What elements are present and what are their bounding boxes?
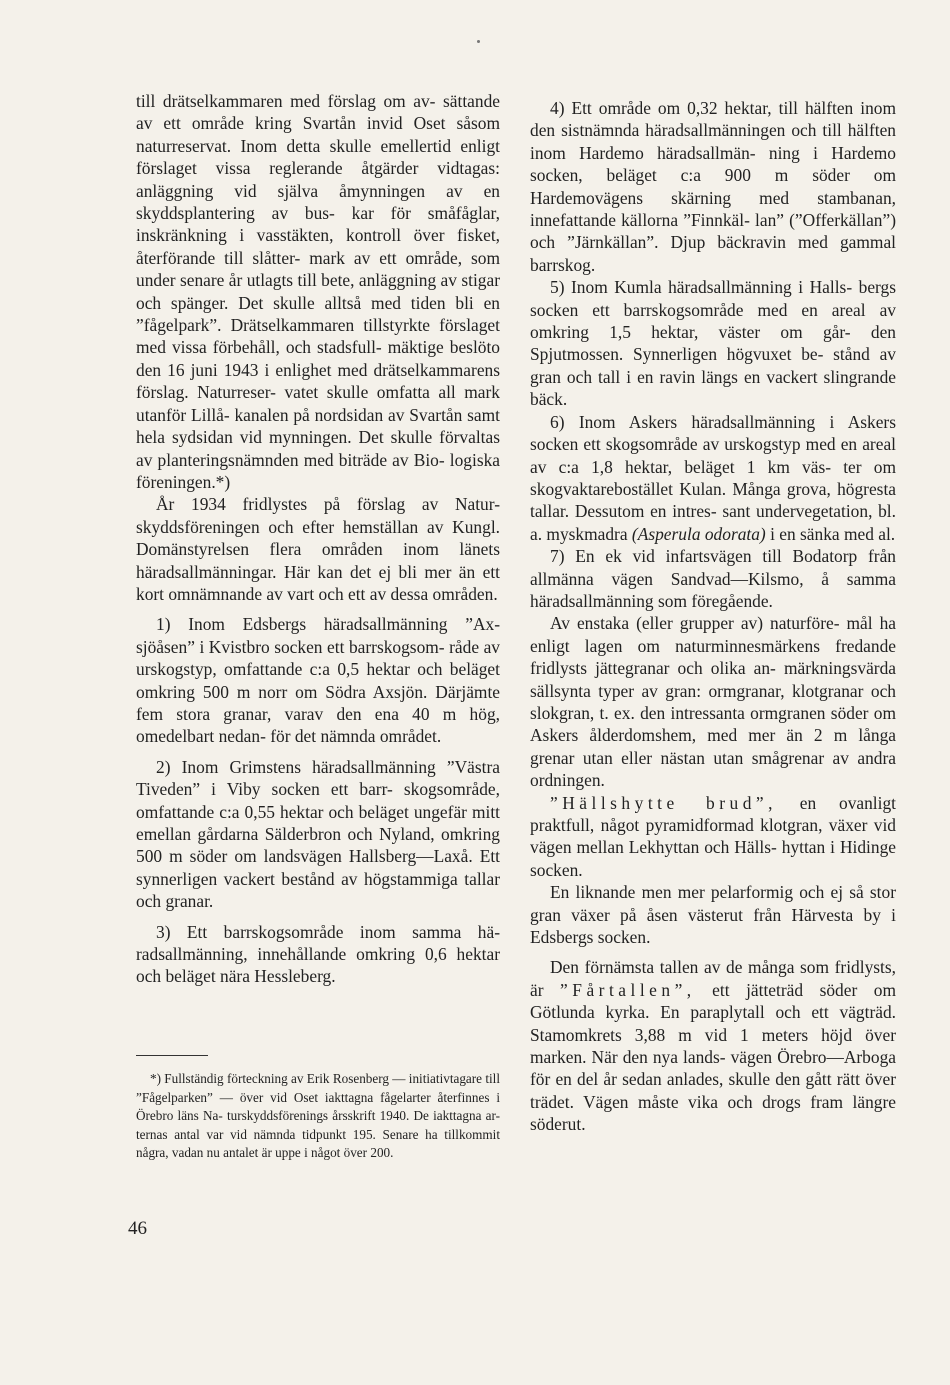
paragraph-item-7: 7) En ek vid infartsvägen till Bodatorp från allmänna vägen Sandvad—Kilsmo, å samma häradsallmänning som föregående. [530, 546, 896, 611]
paragraph-pelarformig-gran: En liknande men mer pelarformig och ej så stor gran växer på åsen västerut från Härvesta by i Edsbergs socken. [530, 882, 896, 948]
fartallen-intro: Den förnämsta tallen av de många som fridlysts, är [530, 957, 896, 1000]
fartallen-text: ett jätteträd söder om Götlunda kyrka. En paraplytall och ett vägträd. Stamomkrets 3,88 m vid 1 meters höjd över marken. När den nya lands- vägen Örebro—Arboga för en del år sedan anlades, skulle den gått rätt över trädet. Vägen måste vika och drogs fram längre söderut. [530, 979, 897, 1135]
paragraph-item-3: 3) Ett barrskogsområde inom samma hä- radsallmänning, innehållande omkring 0,6 hektar och beläget nära Hessleberg. [136, 921, 500, 987]
paragraph-item-1: 1) Inom Edsbergs häradsallmänning ”Ax- sjöåsen” i Kvistbro socken ett barrskogsom- råde av urskogstyp, omfattande c:a 0,5 hektar och beläget omkring 500 m norr om Södra Axsjön. Därjämte fem stora granar, varav den ena 40 m hög, omedelbart nedan- för det nämnda området. [136, 614, 500, 747]
species-latin-name: (Asperula odorata) [631, 523, 766, 544]
item-6-text: 6) Inom Askers häradsallmänning i Askers socken ett skogsområde av urskogstyp med en areal av c:a 1,8 hektar, beläget 1 km väs- ter om skogvaktarebostället Kulan. Många grova, högresta tallar. Dessutom en intres- sant undervegetation, bl. a. myskmadra [530, 411, 896, 544]
footnote [136, 1070, 500, 1163]
paragraph-item-4: 4) Ett område om 0,32 hektar, till hälften inom den sistnämnda häradsallmänningen och till hälften inom Hardemo häradsallmän- ning i Hardemo socken, beläget c:a 900 m söder om Hardemovägens skärning med stambanan, innefattande källorna ”Finnkäl- lan” (”Offerkällan”) och ”Järnkällan”. Djup bäckravin med gammal barrskog. [530, 98, 896, 275]
paragraph-naturforemal: Av enstaka (eller grupper av) naturföre- mål ha enligt lagen om naturminnesmärkens fredande fridlysts jättegranar och olika an- märkningsvärda sällsynta typer av gran: ormgranar, klotgranar och slokgran, t. ex. den intressanta ormgranen söder om Askers ålderdomshem, med mer än 2 m långa grenar utan eller nästan utan smågrenar av andra ordningen. [530, 613, 896, 791]
paragraph-item-2: 2) Inom Grimstens häradsallmänning ”Västra Tiveden” i Viby socken ett barr- skogsområde, omfattande c:a 0,55 hektar och beläget ungefär mitt emellan gårdarna Sälderbron och Nyland, omkring 500 m söder om landsvägen Hallsberg—Laxå. Ett synnerligen vackert bestånd av högstammiga tallar och granar. [136, 756, 500, 912]
paper-speck [477, 40, 480, 43]
left-column [136, 90, 500, 988]
paragraph-fartallen [530, 956, 896, 1135]
paragraph-item-5: 5) Inom Kumla häradsallmänning i Halls- bergs socken ett barrskogsområde med en areal av omkring 1,5 hektar, väster om går- den Spjutmossen. Synnerligen högvuxet be- stånd av gran och tall i en ravin längs en vackert slingrande bäck. [530, 277, 896, 410]
paragraph-item-6 [530, 411, 896, 545]
footnote-divider [136, 1055, 208, 1056]
item-6-end: i en sänka med al. [765, 523, 896, 544]
paragraph-fridlysning-1934: År 1934 fridlystes på förslag av Natur- skyddsföreningen och efter hemställan av Kungl. Domänstyrelsen flera områden inom länets häradsallmänningar. Här kan det ej bli mer än ett kort omnämnande av vart och ett av dessa områden. [136, 494, 500, 604]
page-number: 46 [128, 1218, 147, 1239]
footnote-text: *) Fullständig förteckning av Erik Rosenberg — initiativtagare till ”Fågelparken” — över vid Oset iakttagna fågelarter återfinnes i Örebro läns Na- turskyddsförenings årsskrift 1940. De iakttagna ar- ternas antal var vid nämnda tidpunkt 195. Senare ha tillkommit några, vadan nu antalet är uppe i något över 200. [136, 1071, 500, 1161]
tree-name-fartallen: ”Fårtallen”, [560, 979, 696, 1000]
paragraph-hallshytte-brud [530, 792, 896, 882]
right-column [530, 97, 896, 1136]
hallshytte-text: en ovanligt praktfull, något pyramidformad klotgran, växer vid vägen mellan Lekhyttan och Hälls- hyttan i Hidinge socken. [530, 792, 897, 880]
tree-name-hallshytte-brud: ”Hällshytte brud”, [550, 792, 777, 813]
paragraph-oset-reservat: till drätselkammaren med förslag om av- sättande av ett område kring Svartån invid Oset såsom naturreservat. Inom detta skulle emellertid enligt förslaget vissa reglerande åtgärder vidtagas: anläggning vid själva åmynningen av en skyddsplantering av bus- kar för småfåglar, inskränkning i vasstäkten, kontroll över fisket, återförande till slåtter- mark av ett område, som under senare år utlagts till bete, anläggning av stigar och spänger. Det skulle alltså med tiden bli en ”fågelpark”. Drätselkammaren tillstyrkte förslaget med vissa förbehåll, och stadsfull- mäktige beslöto den 16 juni 1943 i enlighet med drätselkammarens förslag. Naturreser- vatet skulle omfatta all mark utanför Lillå- kanalen på nordsidan av Svartån samt hela sydsidan vid mynningen. Det skulle förvaltas av planteringsnämnden med biträde av Bio- logiska föreningen.*) [136, 91, 500, 492]
